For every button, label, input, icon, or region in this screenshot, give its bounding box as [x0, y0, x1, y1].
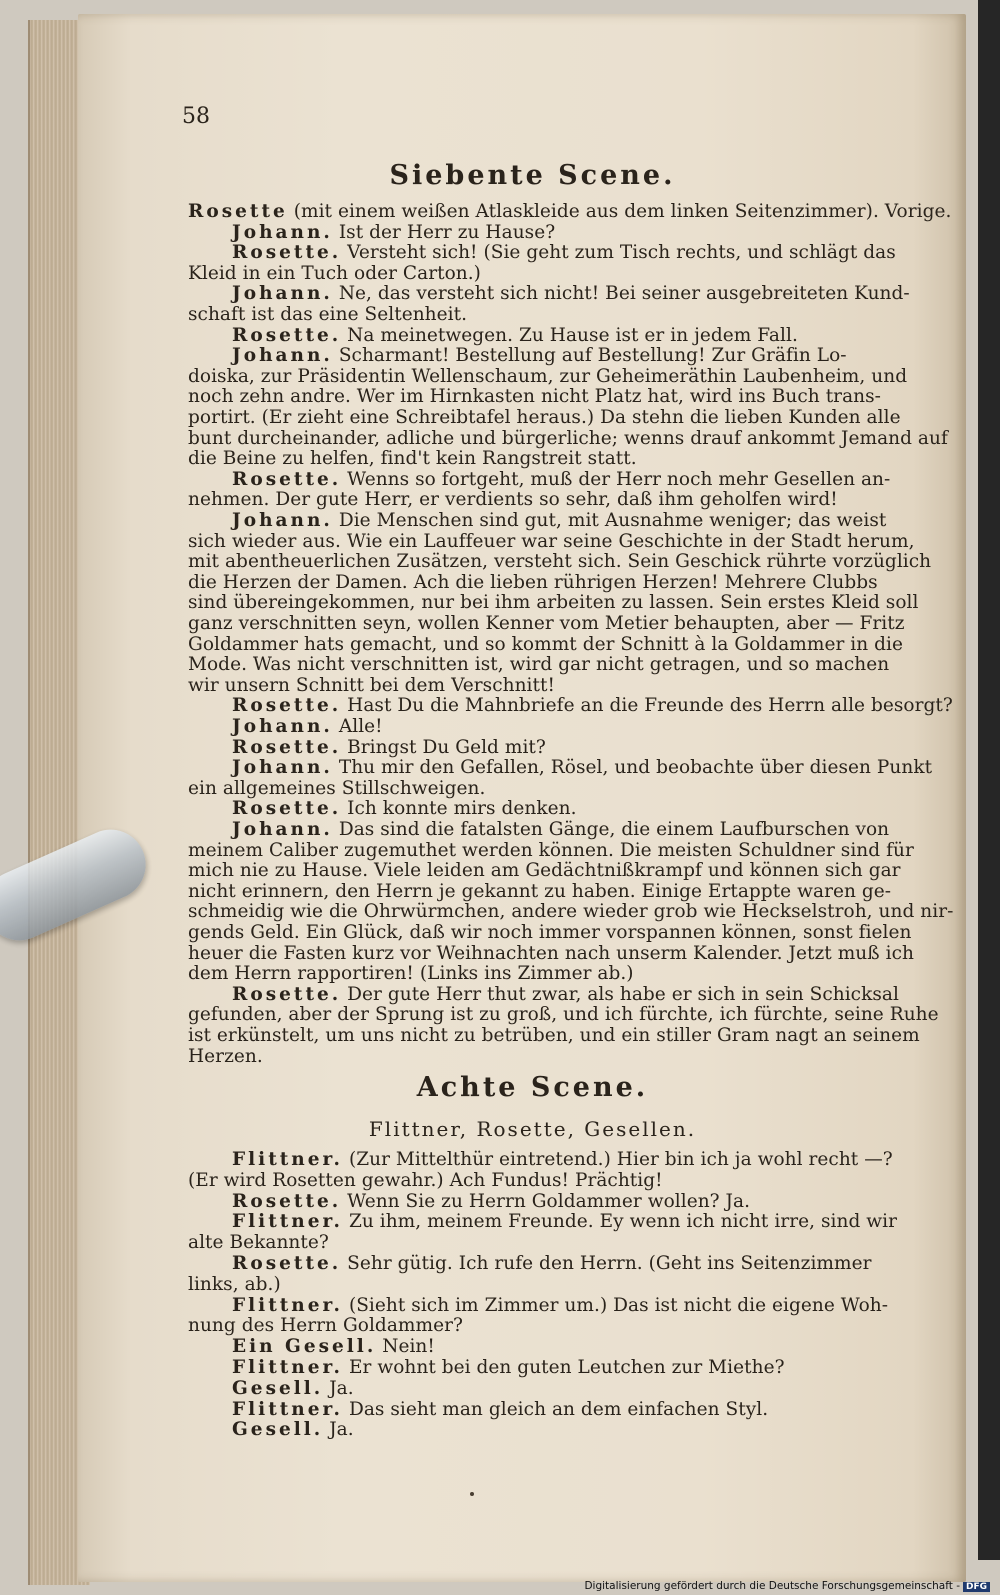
text-line	[232, 1296, 932, 1317]
speaker-name: Rosette.	[232, 695, 342, 717]
scene-heading-7: Siebente Scene.	[389, 160, 676, 191]
text-line	[232, 284, 932, 305]
line-text: nehmen. Der gute Herr, er verdients so sehr, daß ihm geholfen wird!	[188, 489, 838, 511]
text-line	[188, 1047, 888, 1068]
text-line	[232, 1400, 932, 1421]
line-text: Die Menschen sind gut, mit Ausnahme weniger; das weist	[338, 510, 887, 531]
speaker-name: Gesell.	[232, 1377, 324, 1399]
text-line	[188, 880, 892, 903]
speaker-name: Rosette.	[232, 983, 342, 1005]
page-number: 58	[182, 104, 210, 129]
line-text: Das sind die fatalsten Gänge, die einem Laufburschen von	[338, 819, 890, 840]
line-text: (mit einem weißen Atlaskleide aus dem linken Seitenzimmer). Vorige.	[293, 201, 952, 222]
text-line	[188, 1025, 920, 1047]
text-line	[188, 655, 888, 676]
line-text: schmeidig wie die Ohrwürmchen, andere wieder grob wie Heckselstroh, und nir-	[188, 901, 954, 923]
text-line	[188, 901, 954, 923]
line-text: Ja.	[329, 1377, 354, 1399]
text-line	[232, 695, 953, 717]
funding-footer	[584, 1580, 990, 1592]
text-line	[232, 243, 932, 264]
speaker-name: Johann.	[232, 510, 333, 531]
line-text: mich nie zu Hause. Viele leiden am Gedächtnißkrampf und können sich gar	[188, 860, 901, 882]
line-text: Ne, das versteht sich nicht! Bei seiner ausgebreiteten Kund-	[338, 283, 910, 305]
scan-background-edge	[978, 0, 1000, 1560]
scene-heading-8: Achte Scene.	[416, 1072, 649, 1103]
line-text: wir unsern Schnitt bei dem Verschnitt!	[188, 674, 555, 696]
text-line	[232, 511, 932, 532]
text-line	[232, 758, 932, 779]
line-text: dem Herrn rapportiren! (Links ins Zimmer ab.)	[188, 963, 634, 985]
text-line	[188, 1004, 939, 1026]
line-text: Nein!	[382, 1336, 435, 1358]
text-line	[188, 1275, 888, 1296]
speaker-name: Rosette.	[232, 468, 342, 490]
text-line	[188, 676, 888, 697]
line-text: Ist der Herr zu Hause?	[338, 221, 556, 243]
line-text: Versteht sich! (Sie geht zum Tisch rechts, und schlägt das	[347, 242, 896, 264]
speaker-name: Johann.	[232, 221, 333, 243]
line-text: ist erkünstelt, um uns nicht zu betrüben, und ein stiller Gram nagt an seinem	[188, 1025, 920, 1046]
speaker-name: Flittner.	[232, 1398, 343, 1420]
line-text: Der gute Herr thut zwar, als habe er sich in sein Schicksal	[347, 983, 899, 1005]
text-line	[232, 820, 932, 841]
line-text: die Herzen der Damen. Ach die lieben rührigen Herzen! Mehrere Clubbs	[188, 571, 878, 593]
text-line	[188, 592, 919, 614]
text-line	[188, 922, 912, 944]
line-text: sind übereingekommen, nur bei ihm arbeiten zu lassen. Sein erstes Kleid soll	[188, 592, 919, 614]
text-line	[232, 1212, 932, 1233]
text-line	[188, 449, 888, 470]
text-line	[232, 985, 932, 1006]
speaker-name: Gesell.	[232, 1419, 324, 1441]
text-line	[232, 1192, 932, 1213]
line-text: Sehr gütig. Ich rufe den Herrn. (Geht ins Seitenzimmer	[347, 1253, 872, 1274]
line-text: Hast Du die Mahnbriefe an die Freunde des Herrn alle besorgt?	[347, 695, 953, 717]
line-text: Wenn Sie zu Herrn Goldammer wollen? Ja.	[347, 1190, 751, 1212]
line-text: Kleid in ein Tuch oder Carton.)	[188, 262, 481, 284]
line-text: gends Geld. Ein Glück, daß wir noch immer vorspannen können, sonst fielen	[188, 922, 912, 943]
footer-text: Digitalisierung gefördert durch die Deutsche Forschungsgemeinschaft -	[584, 1580, 960, 1592]
text-line	[188, 1171, 888, 1192]
text-line	[188, 530, 915, 553]
line-text: Alle!	[338, 716, 383, 737]
line-text: Wenns so fortgeht, muß der Herr noch mehr Gesellen an-	[347, 468, 891, 490]
line-text: schaft ist das eine Seltenheit.	[188, 304, 468, 325]
text-line	[188, 633, 904, 656]
line-text: Das sieht man gleich an dem einfachen Styl.	[348, 1398, 769, 1420]
page-mark	[470, 1492, 474, 1496]
text-line	[188, 839, 914, 862]
line-text: Na meinetwegen. Zu Hause ist er in jedem Fall.	[347, 324, 798, 346]
line-text: (Er wird Rosetten gewahr.) Ach Fundus! Prächtig!	[188, 1169, 663, 1191]
text-line	[232, 1150, 932, 1171]
text-line	[188, 407, 901, 429]
text-line	[232, 223, 932, 244]
text-line	[232, 1358, 932, 1379]
line-text: ein allgemeines Stillschweigen.	[188, 777, 486, 799]
text-line	[188, 942, 914, 965]
line-text: bunt durcheinander, adliche und bürgerliche; wenns drauf ankommt Jemand auf	[188, 427, 948, 449]
line-text: alte Bekannte?	[188, 1232, 329, 1254]
speaker-name: Flittner.	[232, 1211, 343, 1233]
line-text: Goldammer hats gemacht, und so kommt der Schnitt à la Goldammer in die	[188, 633, 904, 655]
text-line	[232, 1254, 932, 1275]
line-text: mit abentheuerlichen Zusätzen, versteht sich. Sein Geschick rührte vorzüglich	[188, 551, 932, 573]
line-text: portirt. (Er zieht eine Schreibtafel heraus.) Da stehn die lieben Kunden alle	[188, 407, 901, 428]
speaker-name: Ein Gesell.	[232, 1336, 377, 1358]
text-line	[232, 717, 932, 738]
line-text: Zu ihm, meinem Freunde. Ey wenn ich nicht irre, sind wir	[348, 1211, 898, 1233]
line-text: Ja.	[329, 1419, 354, 1441]
speaker-name: Johann.	[232, 819, 333, 840]
speaker-name: Johann.	[232, 716, 333, 737]
text-line	[188, 860, 901, 882]
text-line	[232, 1379, 932, 1400]
speaker-name: Flittner.	[232, 1294, 343, 1316]
line-text: Herzen.	[188, 1045, 263, 1067]
line-text: nicht erinnern, den Herrn je gekannt zu haben. Einige Ertappte waren ge-	[188, 880, 892, 902]
speaker-name: Rosette.	[232, 736, 342, 758]
line-text: nung des Herrn Goldammer?	[188, 1315, 463, 1337]
line-text: Mode. Was nicht verschnitten ist, wird gar nicht getragen, und so machen	[188, 654, 890, 676]
line-text: (Sieht sich im Zimmer um.) Das ist nicht die eigene Woh-	[348, 1294, 889, 1316]
text-line	[188, 551, 932, 573]
text-line	[232, 470, 932, 491]
speaker-name: Flittner.	[232, 1357, 343, 1378]
text-line	[188, 305, 888, 326]
line-text: doiska, zur Präsidentin Wellenschaum, zur Geheimeräthin Laubenheim, und	[188, 365, 908, 387]
scene-8-cast: Flittner, Rosette, Gesellen.	[368, 1117, 697, 1141]
speaker-name: Flittner.	[232, 1149, 343, 1170]
dfg-logo: DFG	[963, 1582, 990, 1592]
text-line	[232, 1420, 932, 1441]
line-text: Ich konnte mirs denken.	[347, 798, 577, 820]
line-text: links, ab.)	[188, 1273, 281, 1295]
speaker-name: Rosette.	[232, 1253, 342, 1274]
text-line	[188, 964, 888, 985]
line-text: Bringst Du Geld mit?	[347, 736, 546, 758]
line-text: noch zehn andre. Wer im Hirnkasten nicht Platz hat, wird ins Buch trans-	[188, 386, 881, 408]
speaker-name: Rosette.	[232, 798, 342, 820]
line-text: heuer die Fasten kurz vor Weihnachten nach unserm Kalender. Jetzt muß ich	[188, 942, 914, 964]
line-text: gefunden, aber der Sprung ist zu groß, und ich fürchte, ich fürchte, seine Ruhe	[188, 1004, 939, 1026]
text-line	[232, 1337, 932, 1358]
text-line	[188, 1233, 888, 1254]
speaker-name: Johann.	[232, 757, 333, 779]
text-line	[188, 490, 888, 511]
line-text: (Zur Mittelthür eintretend.) Hier bin ich ja wohl recht —?	[348, 1149, 893, 1170]
speaker-name: Rosette.	[232, 1190, 342, 1212]
text-line	[188, 387, 888, 408]
line-text: Thu mir den Gefallen, Rösel, und beobachte über diesen Punkt	[338, 757, 933, 779]
speaker-name: Rosette	[188, 201, 288, 222]
line-text: ganz verschnitten seyn, wollen Kenner vom Metier behaupten, aber — Fritz	[188, 613, 905, 634]
text-line	[232, 738, 932, 759]
text-line	[188, 573, 888, 594]
line-text: meinem Caliber zugemuthet werden können. Die meisten Schuldner sind für	[188, 839, 914, 861]
text-line	[188, 264, 888, 285]
line-text: Er wohnt bei den guten Leutchen zur Miethe?	[348, 1357, 785, 1378]
speaker-name: Johann.	[232, 345, 333, 367]
line-text: sich wieder aus. Wie ein Lauffeuer war seine Geschichte in der Stadt herum,	[188, 530, 915, 552]
text-line	[232, 346, 932, 367]
line-text: die Beine zu helfen, find't kein Rangstreit statt.	[188, 448, 637, 470]
text-line	[188, 201, 952, 223]
speaker-name: Rosette.	[232, 242, 342, 264]
speaker-name: Rosette.	[232, 324, 342, 346]
text-line	[188, 365, 908, 388]
text-line	[188, 613, 905, 635]
text-line	[188, 1316, 888, 1337]
line-text: Scharmant! Bestellung auf Bestellung! Zur Gräfin Lo-	[338, 345, 847, 367]
text-line	[232, 326, 932, 347]
text-line	[188, 427, 948, 450]
speaker-name: Johann.	[232, 283, 333, 305]
text-line	[188, 779, 888, 800]
text-line	[232, 799, 932, 820]
